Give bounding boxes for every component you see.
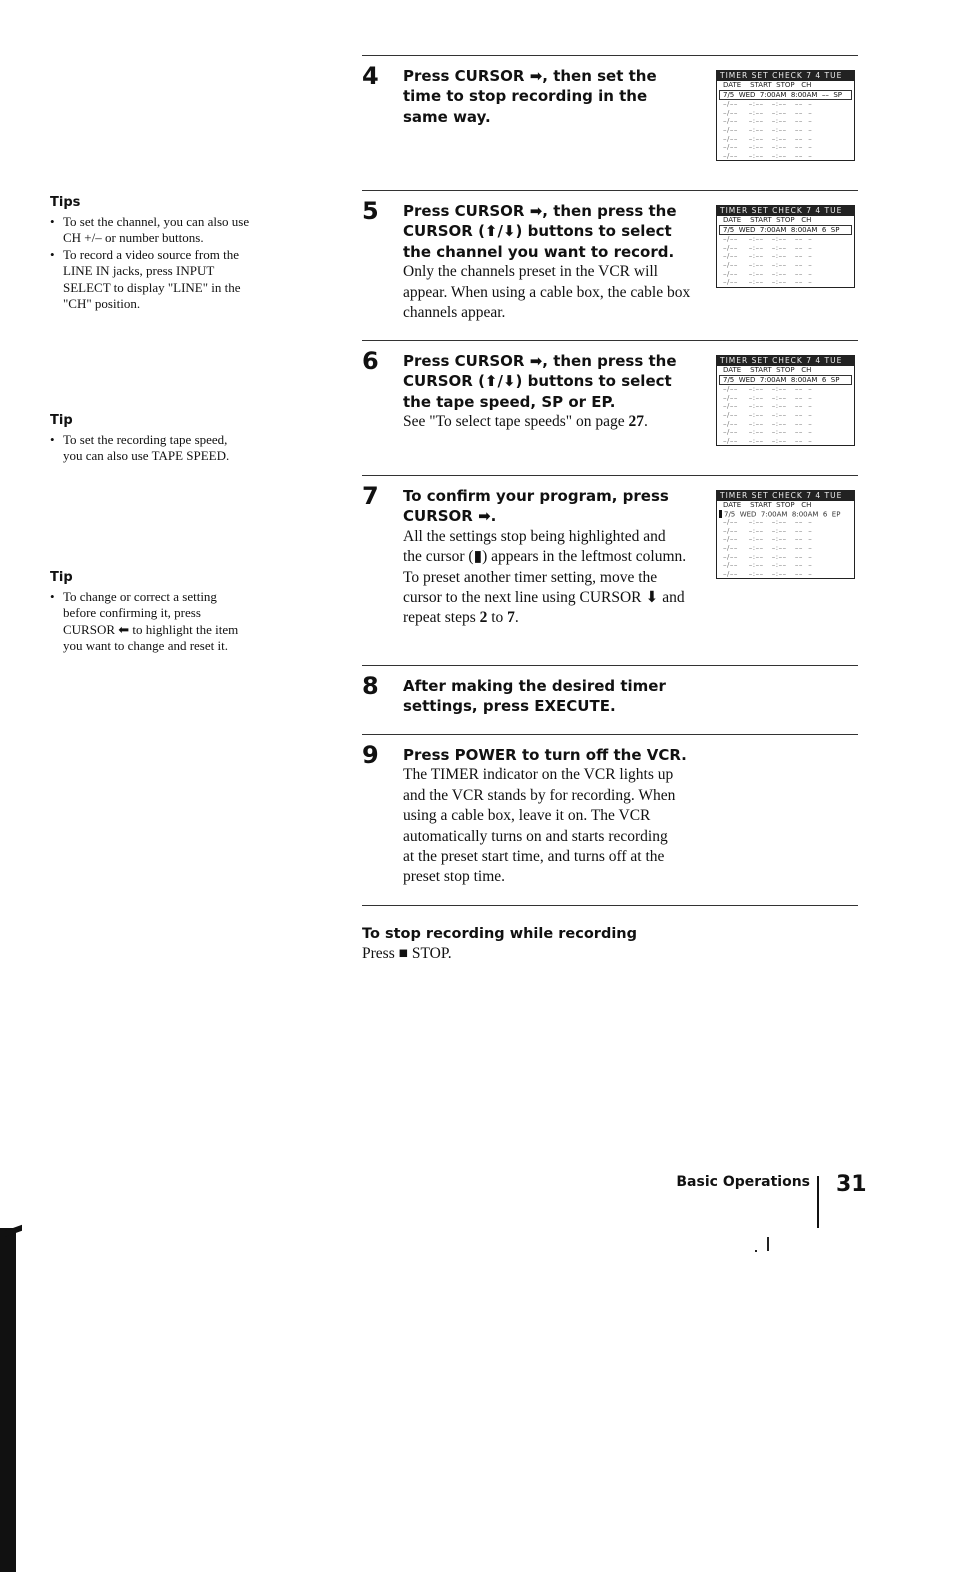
screen-empty-row: –/–– –:–– –:–– –– – — [723, 143, 813, 152]
screen-program-row-confirmed — [717, 510, 854, 519]
tips-list — [50, 214, 250, 312]
footer-divider — [817, 1176, 819, 1228]
step-heading: To confirm your program, press CURSOR ➡. — [403, 487, 669, 526]
screen-empty-row: –/–– –:–– –:–– –– – — [723, 569, 813, 578]
step-heading: Press CURSOR ➡, then press the CURSOR (⬆/⬇) buttons to select the tape speed, SP or EP. — [403, 352, 677, 411]
tip-list — [50, 589, 250, 655]
screen-empty-row: –/–– –:–– –:–– –– – — [723, 518, 813, 527]
step-number: 5 — [362, 197, 379, 225]
screen-program-row: 7/5 WED 7:00AM 8:00AM –– SP — [719, 90, 852, 101]
step-body-text: . — [643, 413, 648, 431]
step-number: 9 — [362, 741, 379, 769]
tip-title: Tip — [50, 570, 73, 585]
screen-program-text: 7/5 WED 7:00AM 8:00AM 6 EP — [724, 510, 841, 519]
step-9 — [362, 741, 862, 888]
screen-empty-row: –/–– –:–– –:–– –– – — [723, 243, 813, 252]
step-reference: 2 — [479, 609, 488, 627]
screen-empty-row: –/–– –:–– –:–– –– – — [723, 235, 813, 244]
step-body-text: See "To select tape speeds" on page — [403, 413, 629, 431]
screen-empty-row: –/–– –:–– –:–– –– – — [723, 151, 813, 160]
timer-screen-step-4 — [716, 70, 855, 161]
timer-screen-step-6 — [716, 355, 855, 446]
page-reference: 27 — [628, 413, 644, 431]
tip-list — [50, 432, 250, 465]
scan-speck — [755, 1250, 757, 1252]
screen-program-row: 7/5 WED 7:00AM 8:00AM 6 SP — [719, 375, 852, 386]
screen-empty-row: –/–– –:–– –:–– –– – — [723, 561, 813, 570]
tips-box-channel — [50, 195, 250, 312]
screen-empty-row: –/–– –:–– –:–– –– – — [723, 117, 813, 126]
screen-header-row: DATE START STOP CH — [723, 501, 812, 509]
tip-item: • To set the recording tape speed, you can also use TAPE SPEED. — [50, 432, 250, 465]
screen-empty-row: –/–– –:–– –:–– –– – — [723, 134, 813, 143]
divider — [362, 734, 858, 735]
screen-empty-row: –/–– –:–– –:–– –– – — [723, 100, 813, 109]
screen-empty-row: –/–– –:–– –:–– –– – — [723, 402, 813, 411]
tip-title: Tip — [50, 413, 73, 428]
step-body-text: . — [514, 609, 519, 627]
step-number: 7 — [362, 482, 379, 510]
step-body: Only the channels preset in the VCR will appear. When using a cable box, the cable box channels appear. — [403, 263, 691, 322]
screen-empty-row: –/–– –:–– –:–– –– – — [723, 436, 813, 445]
screen-program-row: 7/5 WED 7:00AM 8:00AM 6 SP — [719, 225, 852, 236]
step-heading: After making the desired timer settings, press EXECUTE. — [403, 677, 666, 716]
tip-box-tape-speed — [50, 413, 250, 465]
footer-section-label: Basic Operations — [676, 1174, 810, 1190]
divider — [362, 190, 858, 191]
step-heading: Press POWER to turn off the VCR. — [403, 746, 687, 764]
screen-empty-row: –/–– –:–– –:–– –– – — [723, 260, 813, 269]
screen-empty-row: –/–– –:–– –:–– –– – — [723, 419, 813, 428]
divider — [362, 55, 858, 56]
screen-empty-row: –/–– –:–– –:–– –– – — [723, 410, 813, 419]
screen-empty-row: –/–– –:–– –:–– –– – — [723, 428, 813, 437]
step-body-text: to — [487, 609, 508, 627]
screen-empty-row: –/–– –:–– –:–– –– – — [723, 278, 813, 287]
step-body: All the settings stop being highlighted and the cursor (▮) appears in the leftmost column. — [403, 527, 687, 566]
section-body: Press ■ STOP. — [362, 945, 452, 962]
tip-item: • To record a video source from the LINE IN jacks, press INPUT SELECT to display "LINE" in the "CH" position. — [50, 247, 250, 313]
screen-empty-row: –/–– –:–– –:–– –– – — [723, 252, 813, 261]
step-heading: Press CURSOR ➡, then press the CURSOR (⬆/⬇) buttons to select the channel you want to record. — [403, 202, 677, 261]
tip-box-correct-setting — [50, 570, 250, 655]
timer-screen-step-5 — [716, 205, 855, 288]
step-number: 8 — [362, 672, 379, 700]
step-body — [403, 412, 693, 432]
screen-empty-row: –/–– –:–– –:–– –– – — [723, 543, 813, 552]
divider — [362, 475, 858, 476]
step-body: The TIMER indicator on the VCR lights up and the VCR stands by for recording. When using a cable box, leave it on. The VCR automatically turns on and starts recording at the preset start time, and turns off at the preset stop time. — [403, 766, 676, 886]
screen-title: TIMER SET CHECK 7 4 TUE — [717, 491, 854, 501]
page-number: 31 — [836, 1172, 867, 1197]
screen-title: TIMER SET CHECK 7 4 TUE — [717, 206, 854, 216]
step-heading: Press CURSOR ➡, then set the time to stop recording in the same way. — [403, 67, 657, 126]
screen-header-row: DATE START STOP CH — [723, 216, 812, 224]
tips-title: Tips — [50, 195, 81, 210]
step-reference: 7 — [507, 609, 515, 627]
screen-empty-row: –/–– –:–– –:–– –– – — [723, 125, 813, 134]
step-number: 6 — [362, 347, 379, 375]
screen-empty-row: –/–– –:–– –:–– –– – — [723, 108, 813, 117]
screen-empty-row: –/–– –:–– –:–– –– – — [723, 269, 813, 278]
screen-title: TIMER SET CHECK 7 4 TUE — [717, 71, 854, 81]
divider — [362, 665, 858, 666]
screen-title: TIMER SET CHECK 7 4 TUE — [717, 356, 854, 366]
tip-item: • To set the channel, you can also use CH +/– or number buttons. — [50, 214, 250, 247]
screen-header-row: DATE START STOP CH — [723, 81, 812, 89]
screen-empty-row: –/–– –:–– –:–– –– – — [723, 552, 813, 561]
screen-empty-row: –/–– –:–– –:–– –– – — [723, 385, 813, 394]
screen-empty-row: –/–– –:–– –:–– –– – — [723, 535, 813, 544]
screen-header-row: DATE START STOP CH — [723, 366, 812, 374]
step-body — [403, 568, 688, 629]
divider — [362, 905, 858, 906]
screen-empty-row: –/–– –:–– –:–– –– – — [723, 526, 813, 535]
step-body-text: To preset another timer setting, move the cursor to the next line using CURSOR ⬇ and repeat steps — [403, 568, 685, 627]
scan-speck — [767, 1237, 769, 1251]
step-number: 4 — [362, 62, 379, 90]
screen-empty-row: –/–– –:–– –:–– –– – — [723, 393, 813, 402]
step-8 — [362, 672, 862, 717]
cursor-marker-icon — [719, 510, 722, 519]
divider — [362, 340, 858, 341]
section-heading: To stop recording while recording — [362, 926, 638, 942]
tip-item: • To change or correct a setting before confirming it, press CURSOR ⬅ to highlight the item you want to change and reset it. — [50, 589, 250, 655]
binding-edge-mark — [0, 1228, 16, 1572]
stop-recording-section — [362, 924, 862, 964]
timer-screen-step-7 — [716, 490, 855, 579]
